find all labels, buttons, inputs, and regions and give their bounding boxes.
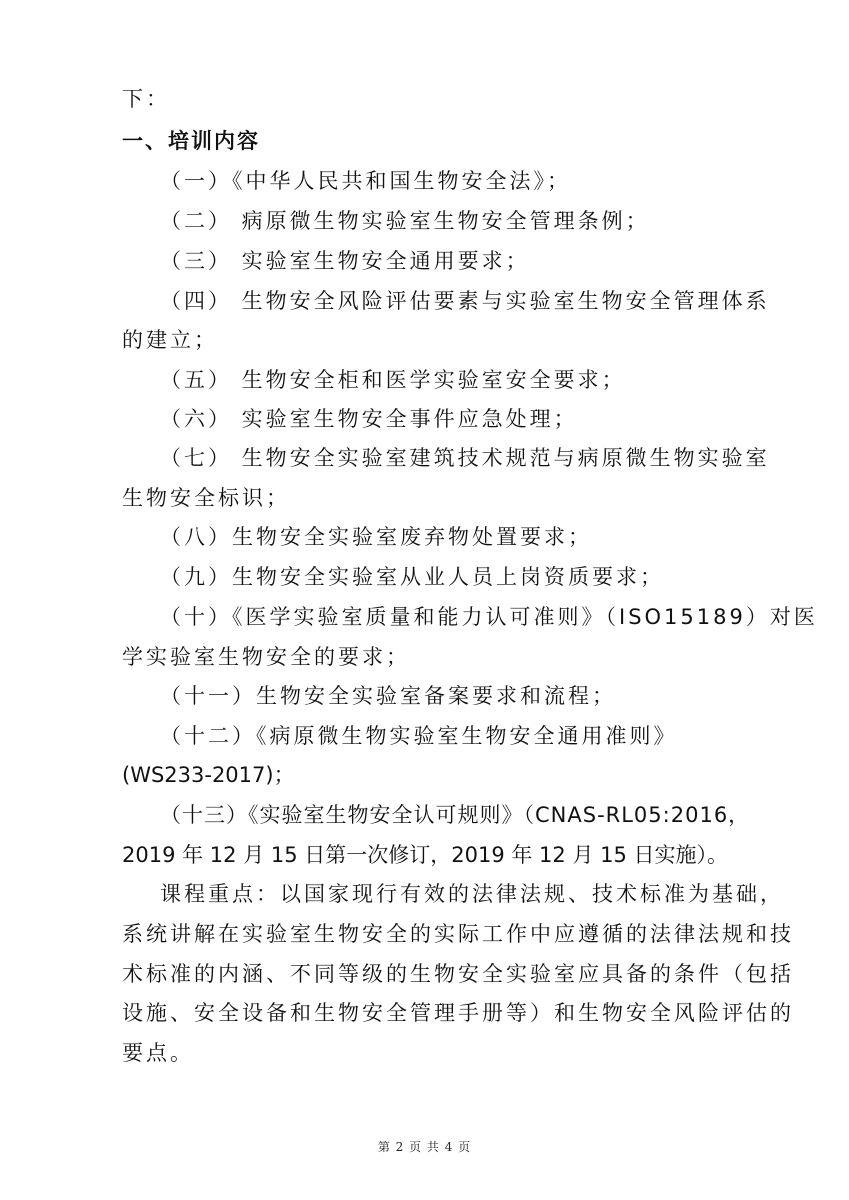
list-item-continuation: 的建立； (122, 328, 218, 352)
paragraph-line: 设施、安全设备和生物安全管理手册等）和生物安全风险评估的 (122, 1001, 794, 1025)
paragraph-line: 要点。 (122, 1041, 194, 1065)
list-item-continuation: (WS233-2017)； (122, 763, 295, 787)
paragraph-line: 课程重点：以国家现行有效的法律法规、技术标准为基础， (160, 882, 784, 906)
list-item: （九）生物安全实验室从业人员上岗资质要求； (160, 565, 664, 589)
page-footer: 第 2 页 共 4 页 (377, 1140, 472, 1154)
section-heading: 一、培训内容 (122, 129, 260, 153)
list-item-continuation: 2019 年 12 月 15 日第一次修订，2019 年 12 月 15 日实施）。 (122, 843, 729, 867)
list-item: （一）《中华人民共和国生物安全法》； (160, 169, 571, 193)
text-line: 下： (122, 87, 170, 111)
list-item: （六） 实验室生物安全事件应急处理； (160, 407, 578, 431)
list-item-continuation: 生物安全标识； (122, 486, 290, 510)
list-item: （五） 生物安全柜和医学实验室安全要求； (160, 368, 626, 392)
list-item: （八）生物安全实验室废弃物处置要求； (160, 525, 592, 549)
paragraph-line: 术标准的内涵、不同等级的生物安全实验室应具备的条件（包括 (122, 962, 794, 986)
list-item: （十一）生物安全实验室备案要求和流程； (160, 684, 616, 708)
list-item: （十二）《病原微生物实验室生物安全通用准则》 (160, 724, 678, 748)
list-item: （十）《医学实验室质量和能力认可准则》（ISO15189）对医 (160, 605, 818, 629)
paragraph-line: 系统讲解在实验室生物安全的实际工作中应遵循的法律法规和技 (122, 922, 794, 946)
list-item: （十三）《实验室生物安全认可规则》（CNAS-RL05:2016， (160, 803, 751, 827)
list-item: （二） 病原微生物实验室生物安全管理条例； (160, 209, 650, 233)
list-item: （七） 生物安全实验室建筑技术规范与病原微生物实验室 (160, 446, 770, 470)
list-item: （三） 实验室生物安全通用要求； (160, 249, 530, 273)
list-item-continuation: 学实验室生物安全的要求； (122, 645, 410, 669)
list-item: （四） 生物安全风险评估要素与实验室生物安全管理体系 (160, 289, 770, 313)
